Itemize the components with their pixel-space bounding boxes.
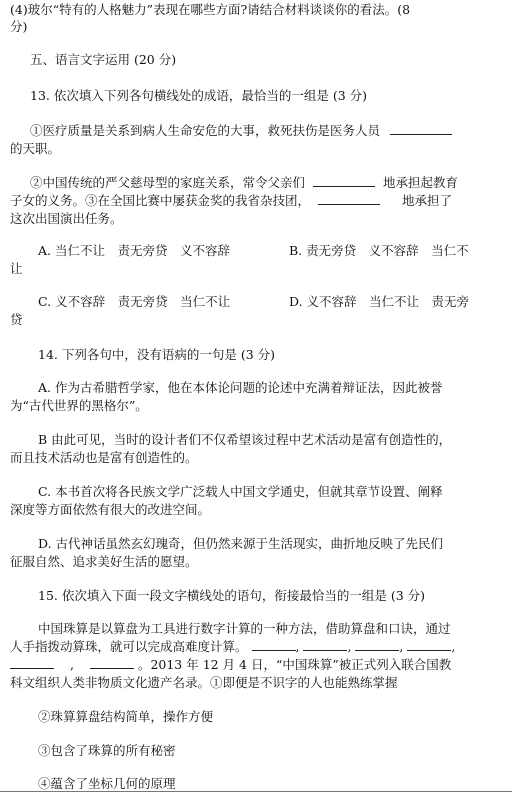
blank-15-4: [407, 638, 451, 651]
sentence-2-cont: [10, 191, 494, 210]
option-14-a-cont: 为“古代世界的黑格尔”。: [10, 398, 148, 413]
passage-line-3: , 。2013 年 12 月 4 日，“中国珠算”被正式列入联合国教: [10, 655, 494, 674]
item-3: ③包含了珠算的所有秘密: [38, 743, 176, 758]
option-13-b-cont: 让: [10, 261, 23, 276]
option-14-b: B 由此可见，当时的设计者们不仅希望该过程中艺术活动是富有创造性的，: [38, 432, 452, 447]
passage-line-4: 科文组织人类非物质文化遗产名录。①即便是不识字的人也能熟练掌握: [10, 675, 398, 690]
sentence-1: [30, 121, 494, 140]
question-14-stem: 14. 下列各句中，没有语病的一句是 (3 分): [38, 347, 276, 362]
option-13-c: C. 义不容辞 责无旁贷 当仁不让: [38, 294, 231, 309]
blank-2: [313, 174, 375, 187]
question-15-stem: 15. 依次填入下面一段文字横线处的语句，衔接最恰当的一组是 (3 分): [38, 588, 426, 603]
option-13-d-cont: 贷: [10, 312, 23, 327]
option-14-d-cont: 征服自然、追求美好生活的愿望。: [10, 554, 198, 569]
passage-line-2-text: 人手指拨动算珠，就可以完成高难度计算。: [10, 639, 248, 654]
blank-3: [318, 192, 380, 205]
blank-15-6: [90, 656, 134, 669]
page-bottom-rule: [0, 791, 512, 792]
question-13-stem: 13. 依次填入下列各句横线处的成语，最恰当的一组是 (3 分): [30, 88, 368, 103]
passage-line-3-text: 。2013 年 12 月 4 日，“中国珠算”被正式列入联合国教: [137, 657, 452, 672]
passage-line-2: 人手指拨动算珠，就可以完成高难度计算。 , , , ,: [10, 639, 456, 654]
option-14-b-cont: 而且技术活动也是富有创造性的。: [10, 450, 198, 465]
option-13-d: D. 义不容辞 当仁不让 责无旁: [289, 294, 470, 309]
question-4-score: 分): [10, 19, 28, 34]
option-14-d: D. 古代神话虽然玄幻瑰奇，但仍然来源于生活现实，曲折地反映了先民们: [38, 536, 444, 551]
sentence-3-end: 这次出国演出任务。: [10, 211, 123, 226]
option-14-a: A. 作为古希腊哲学家，他在本体论问题的论述中充满着辩证法，因此被誉: [38, 380, 443, 395]
sentence-1-end: 的天职。: [10, 141, 61, 156]
option-14-c-cont: 深度等方面依然有很大的改进空间。: [10, 502, 211, 517]
item-2: ②珠算算盘结构简单，操作方便: [38, 709, 214, 724]
blank-15-3: [355, 638, 399, 651]
option-13-a: A. 当仁不让 责无旁贷 义不容辞: [38, 243, 230, 258]
sentence-2-text-b: 地承担起教育: [382, 175, 458, 190]
blank-15-2: [303, 638, 347, 651]
option-13-b: B. 责无旁贷 义不容辞 当仁不: [289, 243, 469, 258]
sentence-2: [30, 173, 494, 192]
blank-15-5: [10, 656, 54, 669]
sentence-1-text: ①医疗质量是关系到病人生命安危的大事，救死扶伤是医务人员: [30, 123, 381, 138]
sentence-2-text-a: ②中国传统的严父慈母型的家庭关系，常令父亲们: [30, 175, 306, 190]
passage-line-1: 中国珠算是以算盘为工具进行数字计算的一种方法，借助算盘和口诀，通过: [38, 621, 451, 636]
item-4: ④蕴含了坐标几何的原理: [38, 776, 176, 791]
option-14-c: C. 本书首次将各民族文学广泛载人中国文学通史，但就其章节设置、阐释: [38, 484, 443, 499]
question-4-line: (4)玻尔“特有的人格魅力”表现在哪些方面?请结合材料谈谈你的看法。(8: [10, 2, 411, 17]
blank-1: [390, 122, 452, 135]
sentence-3-text-b: 地承担了: [401, 193, 452, 208]
sentence-3-text-a: 子女的义务。③在全国比赛中屡获金奖的我省杂技团，: [10, 193, 311, 208]
section-five-heading: 五、语言文字运用 (20 分): [30, 52, 177, 67]
blank-15-1: [252, 638, 296, 651]
